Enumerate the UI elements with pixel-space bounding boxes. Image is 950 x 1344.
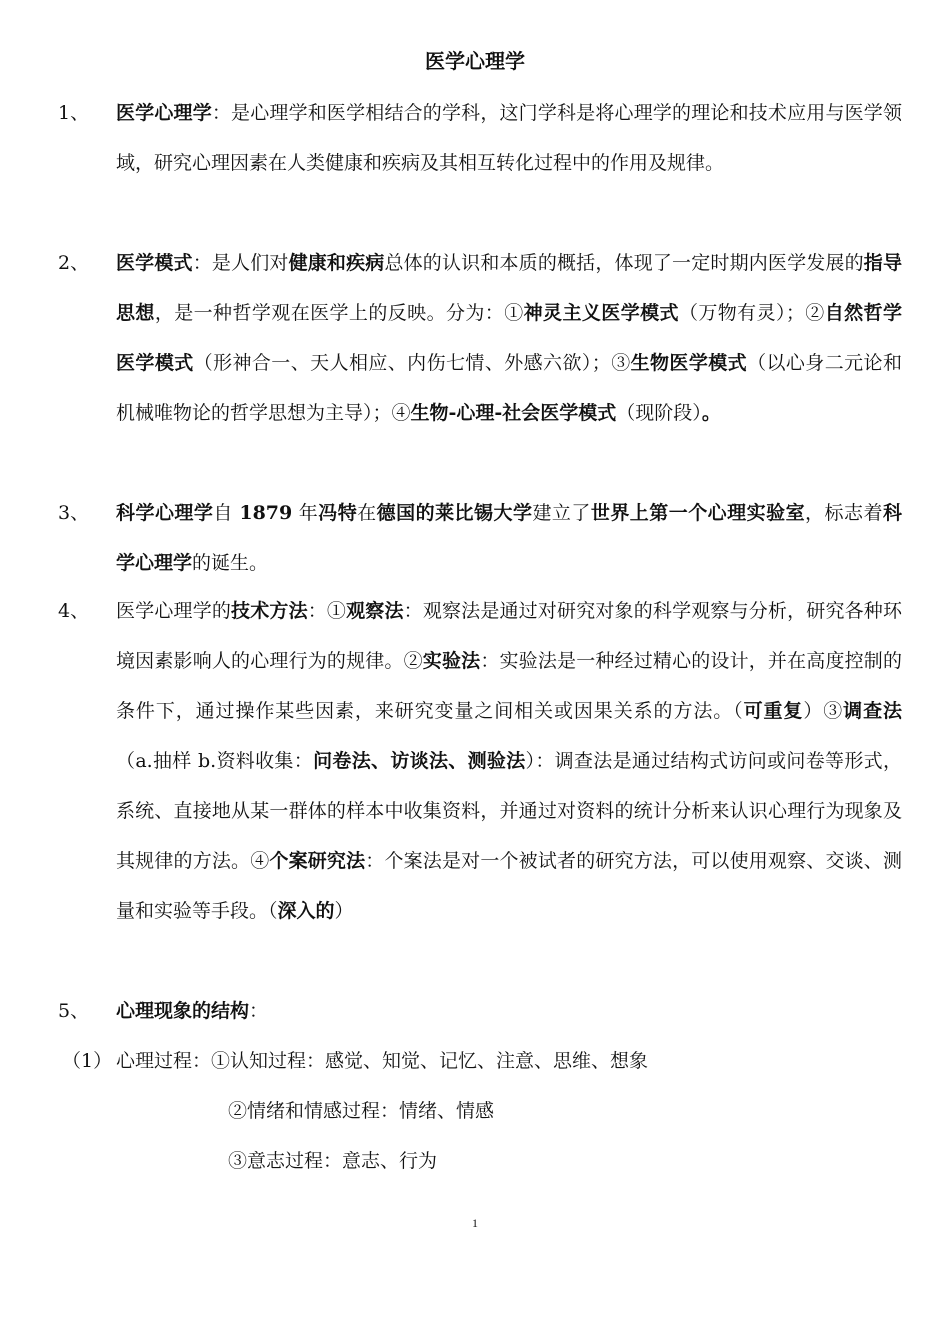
text-segment: ，是一种哲学观在医学上的反映。分为：① [154, 302, 524, 324]
text-segment: ： [249, 1000, 269, 1022]
text-segment: 医学心理学的 [116, 600, 232, 622]
document-title: 医学心理学 [425, 49, 525, 73]
text-segment: （现阶段） [616, 402, 702, 424]
text-segment: （以心身二元论和机械唯物论的哲学思想为主导）；④ [116, 352, 902, 424]
bold-text-segment: 个案研究法 [269, 850, 366, 872]
bold-text-segment: 冯特 [318, 502, 358, 524]
text-segment: 的诞生。 [192, 552, 269, 574]
text-segment: （a.抽样 b.资料收集： [116, 750, 314, 772]
item-number: 1、 [58, 102, 90, 124]
bold-text-segment: 观察法 [346, 600, 404, 622]
page-number: 1 [472, 1216, 478, 1230]
text-segment: ：① [307, 600, 347, 622]
bold-text-segment: 科学心理学 [116, 502, 214, 524]
item-body [116, 88, 902, 188]
sub-line-will: ③意志过程：意志、行为 [228, 1150, 438, 1172]
bold-text-segment: 德国的莱比锡大学 [376, 502, 533, 524]
text-segment: 在 [357, 502, 377, 524]
text-segment: ）：调查法是通过结构式访问或问卷等形式，系统、直接地从某一群体的样本中收集资料，并通过对资料的统计分析来认识心理行为现象及其规律的方法。④ [116, 750, 902, 872]
text-segment: ）③ [803, 700, 844, 722]
text-segment: （万物有灵）；② [678, 302, 825, 324]
bold-text-segment: 医学心理学 [116, 102, 212, 124]
text-segment: 建立了 [532, 502, 591, 524]
bold-text-segment: 神灵主义医学模式 [523, 302, 679, 324]
text-segment: 总体的认识和本质的概括，体现了一定时期内医学发展的 [384, 252, 864, 274]
text-segment: ：是心理学和医学相结合的学科，这门学科是将心理学的理论和技术应用与医学领域，研究心理因素在人类健康和疾病及其相互转化过程中的作用及规律。 [116, 102, 902, 174]
bold-text-segment: 世界上第一个心理实验室 [590, 502, 806, 524]
text-segment: ：观察法是通过对研究对象的科学观察与分析，研究各种环境因素影响人的心理行为的规律。② [116, 600, 902, 672]
text-segment: 自 [213, 502, 240, 524]
text-segment: （形神合一、天人相应、内伤七情、外感六欲）；③ [193, 352, 631, 374]
text-segment: ：实验法是一种经过精心的设计，并在高度控制的条件下，通过操作某些因素，来研究变量之间相关或因果关系的方法。（ [116, 650, 902, 722]
text-segment: ：个案法是对一个被试者的研究方法，可以使用观察、交谈、测量和实验等手段。（ [116, 850, 902, 922]
bold-text-segment: 实验法 [422, 650, 481, 672]
item-body [116, 488, 902, 588]
item-number: 2、 [58, 252, 90, 274]
bold-text-segment: 自然哲学医学模式 [116, 302, 902, 374]
item-number: 5、 [58, 1000, 90, 1022]
text-segment: 年 [292, 502, 319, 524]
item-body [116, 238, 902, 438]
item-number: 4、 [58, 600, 90, 622]
text-segment: ） [334, 900, 354, 922]
sub-line-emotion: ②情绪和情感过程：情绪、情感 [228, 1100, 495, 1122]
item-body [116, 986, 902, 1036]
bold-text-segment: 健康和疾病 [288, 252, 385, 274]
bold-text-segment: 生物-心理-社会医学模式 [410, 402, 617, 424]
bold-text-segment: 科学心理学 [116, 502, 902, 574]
sub-item-label: （1） [62, 1050, 113, 1072]
bold-text-segment: 指导思想 [116, 252, 902, 324]
bold-text-segment: 。 [701, 402, 721, 424]
bold-text-segment: 问卷法、访谈法、测验法 [313, 750, 526, 772]
bold-text-segment: 技术方法 [231, 600, 308, 622]
bold-text-segment: 调查法 [843, 700, 902, 722]
sub-line-cognition: 心理过程：①认知过程：感觉、知觉、记忆、注意、思维、想象 [116, 1050, 649, 1072]
bold-text-segment: 医学模式 [116, 252, 193, 274]
bold-text-segment: 1879 [239, 502, 293, 524]
item-number: 3、 [58, 502, 90, 524]
item-body [116, 586, 902, 936]
text-segment: ，标志着 [805, 502, 883, 524]
bold-text-segment: 生物医学模式 [630, 352, 748, 374]
bold-text-segment: 可重复 [743, 700, 804, 722]
bold-text-segment: 心理现象的结构 [116, 1000, 250, 1022]
bold-text-segment: 深入的 [277, 900, 335, 922]
text-segment: ：是人们对 [192, 252, 289, 274]
